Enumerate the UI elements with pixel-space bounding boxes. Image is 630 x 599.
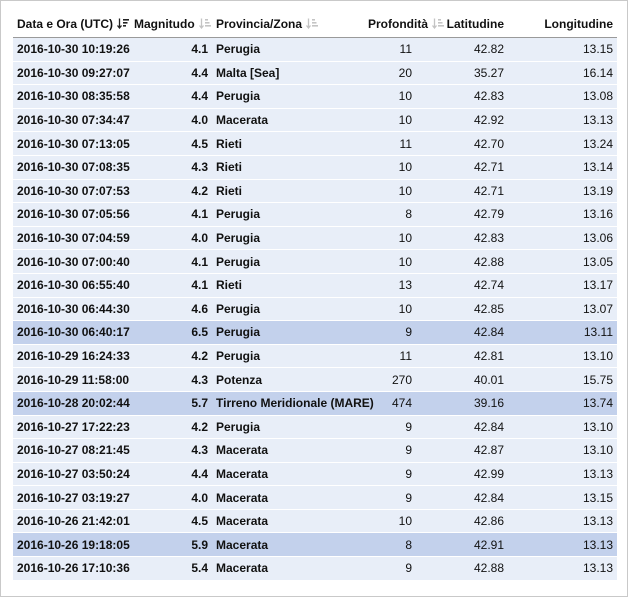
cell-datetime: 2016-10-27 03:19:27	[13, 486, 130, 510]
cell-magnitude: 4.2	[130, 344, 212, 368]
cell-datetime: 2016-10-30 06:40:17	[13, 321, 130, 345]
table-row[interactable]	[13, 179, 617, 203]
table-row[interactable]	[13, 226, 617, 250]
cell-datetime: 2016-10-30 07:08:35	[13, 155, 130, 179]
cell-magnitude: 4.2	[130, 179, 212, 203]
cell-depth: 9	[364, 415, 416, 439]
cell-magnitude: 4.5	[130, 509, 212, 533]
column-header-datetime[interactable]	[13, 10, 130, 38]
cell-longitude: 13.10	[508, 439, 617, 463]
column-header-datetime-label: Data e Ora (UTC)	[17, 16, 114, 31]
table-row[interactable]	[13, 250, 617, 274]
cell-latitude: 42.79	[416, 203, 508, 227]
column-header-magnitude-label: Magnitudo	[134, 16, 195, 31]
cell-province: Perugia	[212, 38, 364, 62]
cell-latitude: 42.83	[416, 226, 508, 250]
cell-latitude: 42.71	[416, 179, 508, 203]
sort-unsorted-icon	[306, 18, 318, 29]
cell-datetime: 2016-10-30 09:27:07	[13, 61, 130, 85]
sort-descending-icon	[117, 18, 129, 29]
cell-depth: 10	[364, 155, 416, 179]
cell-latitude: 42.83	[416, 85, 508, 109]
cell-latitude: 42.91	[416, 533, 508, 557]
cell-magnitude: 4.1	[130, 38, 212, 62]
cell-datetime: 2016-10-30 10:19:26	[13, 38, 130, 62]
cell-province: Macerata	[212, 509, 364, 533]
cell-longitude: 13.06	[508, 226, 617, 250]
cell-longitude: 13.10	[508, 344, 617, 368]
cell-depth: 8	[364, 203, 416, 227]
cell-depth: 20	[364, 61, 416, 85]
cell-latitude: 42.92	[416, 108, 508, 132]
cell-latitude: 42.88	[416, 557, 508, 580]
cell-magnitude: 4.6	[130, 297, 212, 321]
table-row[interactable]	[13, 486, 617, 510]
cell-datetime: 2016-10-30 07:07:53	[13, 179, 130, 203]
cell-latitude: 42.74	[416, 273, 508, 297]
table-row[interactable]	[13, 439, 617, 463]
sort-unsorted-icon	[432, 18, 444, 29]
cell-depth: 10	[364, 85, 416, 109]
table-row[interactable]	[13, 391, 617, 415]
cell-magnitude: 5.4	[130, 557, 212, 580]
cell-magnitude: 5.9	[130, 533, 212, 557]
cell-province: Malta [Sea]	[212, 61, 364, 85]
cell-depth: 9	[364, 439, 416, 463]
cell-longitude: 13.16	[508, 203, 617, 227]
table-row[interactable]	[13, 38, 617, 62]
cell-magnitude: 4.3	[130, 155, 212, 179]
cell-magnitude: 4.4	[130, 61, 212, 85]
table-body	[13, 38, 617, 580]
cell-datetime: 2016-10-26 19:18:05	[13, 533, 130, 557]
cell-depth: 10	[364, 509, 416, 533]
cell-latitude: 42.70	[416, 132, 508, 156]
cell-datetime: 2016-10-30 07:04:59	[13, 226, 130, 250]
cell-province: Potenza	[212, 368, 364, 392]
cell-latitude: 42.99	[416, 462, 508, 486]
cell-province: Macerata	[212, 108, 364, 132]
header-row	[13, 10, 617, 38]
cell-latitude: 42.82	[416, 38, 508, 62]
cell-depth: 10	[364, 108, 416, 132]
cell-depth: 10	[364, 250, 416, 274]
cell-longitude: 13.17	[508, 273, 617, 297]
cell-province: Perugia	[212, 85, 364, 109]
cell-datetime: 2016-10-27 03:50:24	[13, 462, 130, 486]
cell-datetime: 2016-10-28 20:02:44	[13, 391, 130, 415]
cell-depth: 11	[364, 132, 416, 156]
cell-depth: 10	[364, 297, 416, 321]
cell-province: Perugia	[212, 226, 364, 250]
column-header-latitude-label: Latitudine	[446, 16, 504, 31]
cell-province: Perugia	[212, 321, 364, 345]
cell-datetime: 2016-10-26 21:42:01	[13, 509, 130, 533]
column-header-magnitude[interactable]	[130, 10, 212, 38]
cell-longitude: 13.13	[508, 557, 617, 580]
column-header-depth-label: Profondità	[368, 16, 428, 31]
cell-depth: 9	[364, 486, 416, 510]
cell-province: Perugia	[212, 297, 364, 321]
cell-longitude: 13.24	[508, 132, 617, 156]
cell-magnitude: 4.3	[130, 439, 212, 463]
cell-province: Rieti	[212, 155, 364, 179]
cell-longitude: 13.15	[508, 38, 617, 62]
cell-magnitude: 4.2	[130, 415, 212, 439]
cell-magnitude: 4.0	[130, 486, 212, 510]
cell-latitude: 42.84	[416, 415, 508, 439]
cell-latitude: 42.88	[416, 250, 508, 274]
table-header	[13, 10, 617, 38]
table-row[interactable]	[13, 155, 617, 179]
cell-latitude: 42.84	[416, 486, 508, 510]
cell-magnitude: 4.5	[130, 132, 212, 156]
cell-magnitude: 5.7	[130, 391, 212, 415]
cell-longitude: 13.13	[508, 509, 617, 533]
cell-province: Tirreno Meridionale (MARE)	[212, 391, 364, 415]
cell-datetime: 2016-10-30 07:05:56	[13, 203, 130, 227]
cell-province: Perugia	[212, 203, 364, 227]
table-row[interactable]	[13, 108, 617, 132]
table-row[interactable]	[13, 321, 617, 345]
cell-magnitude: 4.0	[130, 108, 212, 132]
cell-datetime: 2016-10-27 08:21:45	[13, 439, 130, 463]
cell-depth: 11	[364, 38, 416, 62]
column-header-province[interactable]	[212, 10, 364, 38]
cell-latitude: 40.01	[416, 368, 508, 392]
table-row[interactable]	[13, 203, 617, 227]
table-row[interactable]	[13, 415, 617, 439]
cell-latitude: 42.81	[416, 344, 508, 368]
cell-datetime: 2016-10-29 16:24:33	[13, 344, 130, 368]
table-row[interactable]	[13, 61, 617, 85]
earthquake-table-container	[13, 10, 617, 580]
cell-depth: 9	[364, 462, 416, 486]
cell-longitude: 13.13	[508, 108, 617, 132]
cell-depth: 8	[364, 533, 416, 557]
cell-province: Macerata	[212, 533, 364, 557]
table-row[interactable]	[13, 85, 617, 109]
cell-datetime: 2016-10-26 17:10:36	[13, 557, 130, 580]
column-header-province-label: Provincia/Zona	[216, 16, 303, 31]
cell-longitude: 13.08	[508, 85, 617, 109]
cell-longitude: 13.11	[508, 321, 617, 345]
earthquake-table	[13, 10, 617, 580]
column-header-depth[interactable]	[364, 10, 428, 38]
cell-datetime: 2016-10-30 07:34:47	[13, 108, 130, 132]
cell-longitude: 16.14	[508, 61, 617, 85]
cell-province: Perugia	[212, 415, 364, 439]
cell-longitude: 13.05	[508, 250, 617, 274]
cell-datetime: 2016-10-27 17:22:23	[13, 415, 130, 439]
cell-latitude: 39.16	[416, 391, 508, 415]
cell-longitude: 15.75	[508, 368, 617, 392]
cell-magnitude: 4.3	[130, 368, 212, 392]
cell-magnitude: 4.4	[130, 85, 212, 109]
cell-latitude: 42.71	[416, 155, 508, 179]
cell-depth: 11	[364, 344, 416, 368]
cell-longitude: 13.13	[508, 462, 617, 486]
cell-datetime: 2016-10-30 08:35:58	[13, 85, 130, 109]
cell-province: Macerata	[212, 486, 364, 510]
cell-depth: 10	[364, 226, 416, 250]
table-row[interactable]	[13, 533, 617, 557]
cell-latitude: 42.85	[416, 297, 508, 321]
cell-datetime: 2016-10-30 07:00:40	[13, 250, 130, 274]
cell-province: Perugia	[212, 344, 364, 368]
sort-unsorted-icon	[199, 18, 211, 29]
cell-datetime: 2016-10-29 11:58:00	[13, 368, 130, 392]
cell-longitude: 13.74	[508, 391, 617, 415]
cell-depth: 13	[364, 273, 416, 297]
cell-latitude: 35.27	[416, 61, 508, 85]
table-row[interactable]	[13, 273, 617, 297]
cell-datetime: 2016-10-30 06:44:30	[13, 297, 130, 321]
cell-longitude: 13.19	[508, 179, 617, 203]
column-header-longitude-label: Longitudine	[544, 16, 613, 31]
cell-province: Macerata	[212, 462, 364, 486]
table-row[interactable]	[13, 557, 617, 580]
cell-datetime: 2016-10-30 07:13:05	[13, 132, 130, 156]
table-row[interactable]	[13, 509, 617, 533]
column-header-longitude[interactable]	[508, 10, 617, 38]
cell-depth: 474	[364, 391, 416, 415]
cell-longitude: 13.13	[508, 533, 617, 557]
cell-magnitude: 4.1	[130, 203, 212, 227]
table-row[interactable]	[13, 462, 617, 486]
table-row[interactable]	[13, 297, 617, 321]
cell-province: Macerata	[212, 439, 364, 463]
cell-datetime: 2016-10-30 06:55:40	[13, 273, 130, 297]
cell-depth: 9	[364, 321, 416, 345]
cell-magnitude: 4.1	[130, 273, 212, 297]
table-row[interactable]	[13, 344, 617, 368]
cell-magnitude: 4.0	[130, 226, 212, 250]
cell-longitude: 13.10	[508, 415, 617, 439]
cell-depth: 270	[364, 368, 416, 392]
cell-magnitude: 6.5	[130, 321, 212, 345]
cell-longitude: 13.07	[508, 297, 617, 321]
cell-longitude: 13.15	[508, 486, 617, 510]
cell-province: Rieti	[212, 132, 364, 156]
table-row[interactable]	[13, 368, 617, 392]
cell-province: Rieti	[212, 179, 364, 203]
cell-province: Rieti	[212, 273, 364, 297]
cell-depth: 10	[364, 179, 416, 203]
cell-longitude: 13.14	[508, 155, 617, 179]
column-header-latitude[interactable]	[416, 10, 508, 38]
cell-depth: 9	[364, 557, 416, 580]
cell-latitude: 42.84	[416, 321, 508, 345]
cell-magnitude: 4.4	[130, 462, 212, 486]
cell-latitude: 42.87	[416, 439, 508, 463]
cell-magnitude: 4.1	[130, 250, 212, 274]
table-row[interactable]	[13, 132, 617, 156]
cell-latitude: 42.86	[416, 509, 508, 533]
cell-province: Macerata	[212, 557, 364, 580]
cell-province: Perugia	[212, 250, 364, 274]
